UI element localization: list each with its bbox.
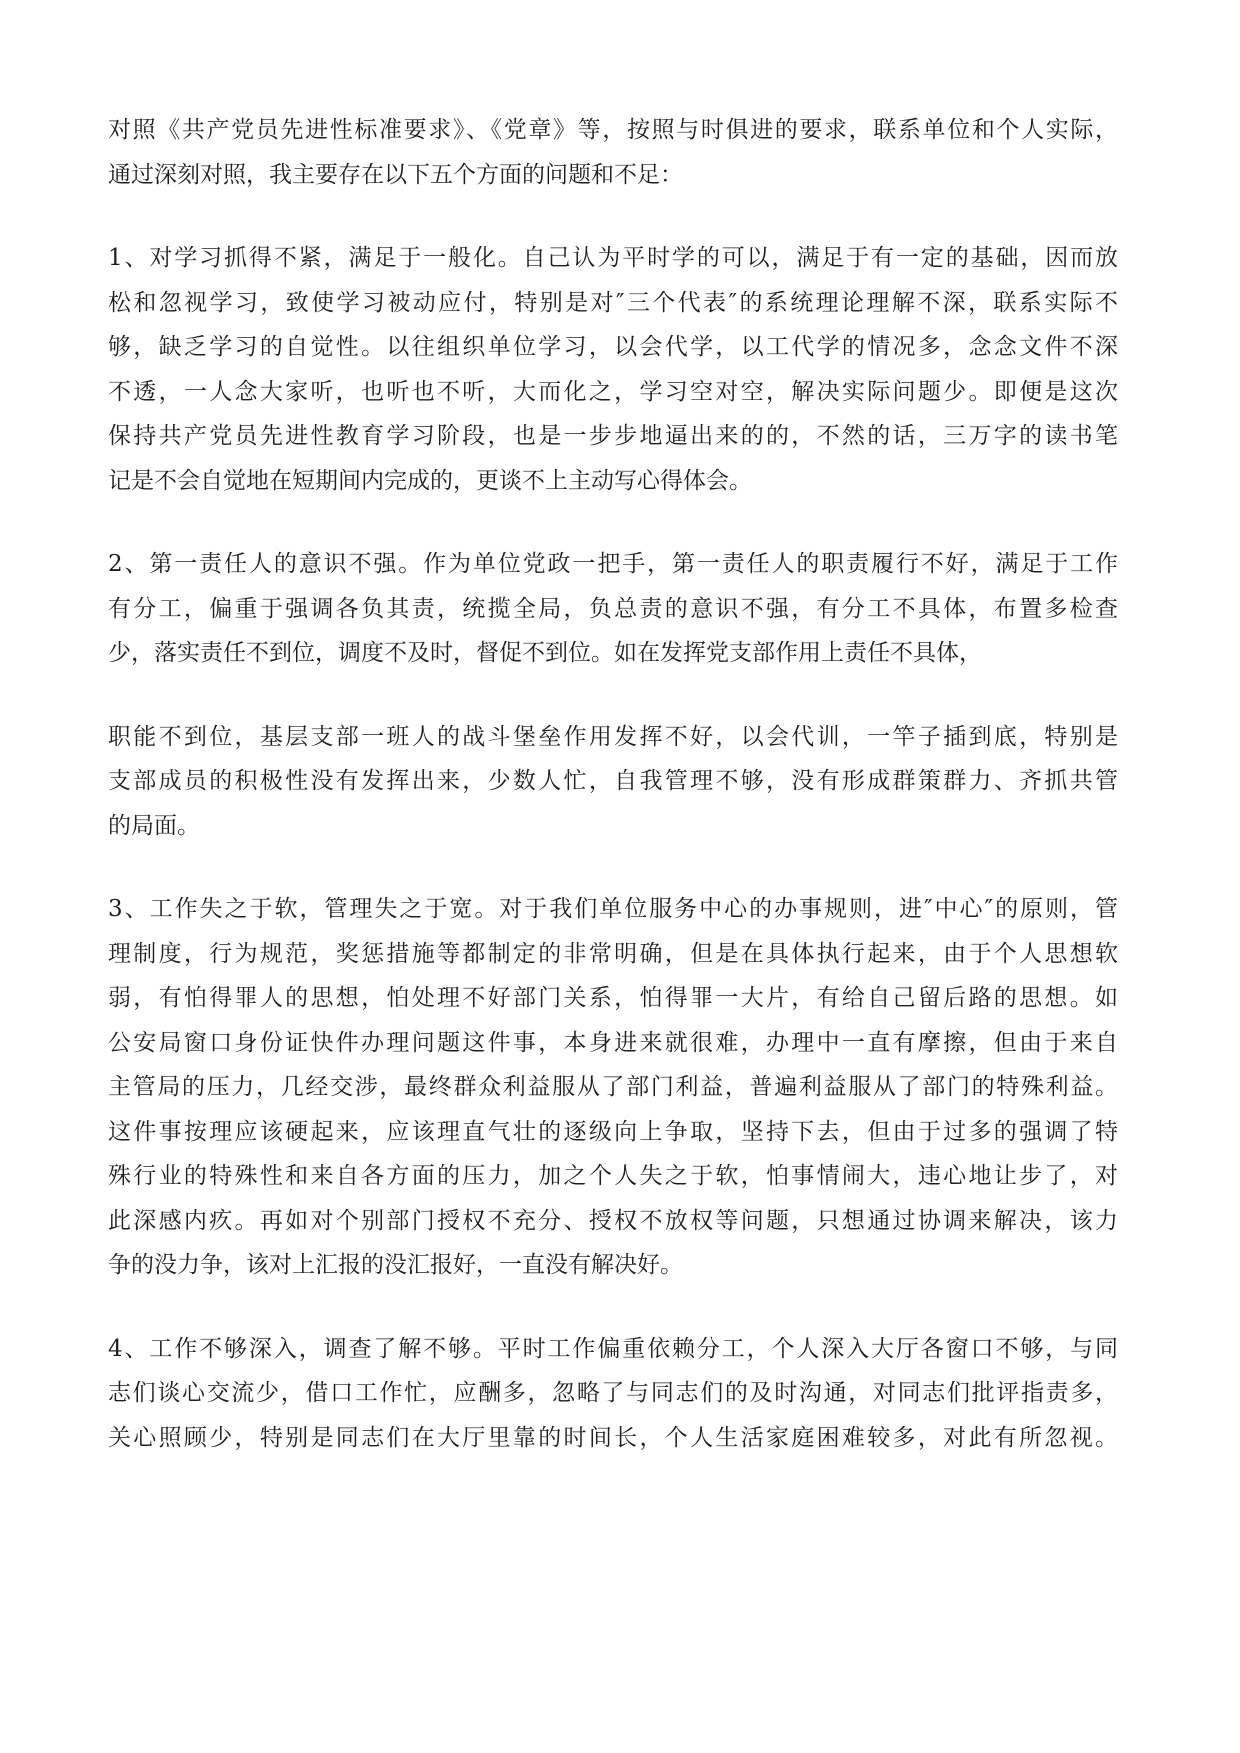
text-line: 2、第一责任人的意识不强。作为单位党政一把手，第一责任人的职责履行不好，满足于工作 [108,551,1118,577]
text-line: 够，缺乏学习的自觉性。以往组织单位学习，以会代学，以工代学的情况多，念念文件不深 [108,334,1118,360]
paragraph-item-4 [108,1327,1118,1461]
text-line: 对照《共产党员先进性标准要求》、《党章》等，按照与时俱进的要求，联系单位和个人实际， [108,117,1118,143]
text-line: 主管局的压力，几经交涉，最终群众利益服从了部门利益，普遍利益服从了部门的特殊利益。 [108,1074,1118,1100]
text-line: 通过深刻对照，我主要存在以下五个方面的问题和不足： [108,161,683,188]
text-line: 弱，有怕得罪人的思想，怕处理不好部门关系，怕得罪一大片，有给自己留后路的思想。如 [108,985,1118,1011]
text-line: 松和忽视学习，致使学习被动应付，特别是对″三个代表″的系统理论理解不深，联系实际不 [108,289,1118,316]
paragraph-item-2 [108,542,1118,676]
paragraph-item-1 [108,236,1118,503]
text-line: 争的没力争，该对上汇报的没汇报好，一直没有解决好。 [108,1252,683,1278]
text-line: 关心照顾少，特别是同志们在大厅里靠的时间长，个人生活家庭困难较多，对此有所忽视。 [108,1424,1118,1451]
text-line: 这件事按理应该硬起来，应该理直气壮的逐级向上争取，坚持下去，但由于过多的强调了特 [108,1118,1118,1145]
text-line: 3、工作失之于软，管理失之于宽。对于我们单位服务中心的办事规则，进″中心″的原则，管 [108,896,1118,922]
text-line: 保持共产党员先进性教育学习阶段，也是一步步地逼出来的的，不然的话，三万字的读书笔 [108,423,1118,449]
text-line: 的局面。 [108,812,200,839]
text-line: 此深感内疚。再如对个别部门授权不充分、授权不放权等问题，只想通过协调来解决，该力 [108,1207,1118,1234]
text-line: 殊行业的特殊性和来自各方面的压力，加之个人失之于软，怕事情闹大，违心地让步了，对 [108,1163,1118,1189]
text-line: 志们谈心交流少，借口工作忙，应酬多，忽略了与同志们的及时沟通，对同志们批评指责多， [108,1380,1118,1406]
text-line: 少，落实责任不到位，调度不及时，督促不到位。如在发挥党支部作用上责任不具体， [108,640,982,666]
text-line: 记是不会自觉地在短期间内完成的，更谈不上主动写心得体会。 [108,467,752,494]
text-line: 有分工，偏重于强调各负其责，统揽全局，负总责的意识不强，有分工不具体，布置多检查 [108,595,1118,622]
text-line: 不透，一人念大家听，也听也不听，大而化之，学习空对空，解决实际问题少。即便是这次 [108,378,1118,405]
paragraph-item-2-continued [108,715,1118,849]
paragraph-intro [108,108,1118,197]
text-line: 公安局窗口身份证快件办理问题这件事，本身进来就很难，办理中一直有摩擦，但由于来自 [108,1029,1118,1056]
document-body [108,108,1118,1499]
text-line: 支部成员的积极性没有发挥出来，少数人忙，自我管理不够，没有形成群策群力、齐抓共管 [108,768,1118,794]
text-line: 4、工作不够深入，调查了解不够。平时工作偏重依赖分工，个人深入大厅各窗口不够，与同 [108,1335,1118,1362]
text-line: 1、对学习抓得不紧，满足于一般化。自己认为平时学的可以，满足于有一定的基础，因而放 [108,245,1118,271]
text-line: 理制度，行为规范，奖惩措施等都制定的非常明确，但是在具体执行起来，由于个人思想软 [108,940,1118,967]
paragraph-item-3 [108,887,1118,1288]
text-line: 职能不到位，基层支部一班人的战斗堡垒作用发挥不好，以会代训，一竿子插到底，特别是 [108,723,1118,750]
